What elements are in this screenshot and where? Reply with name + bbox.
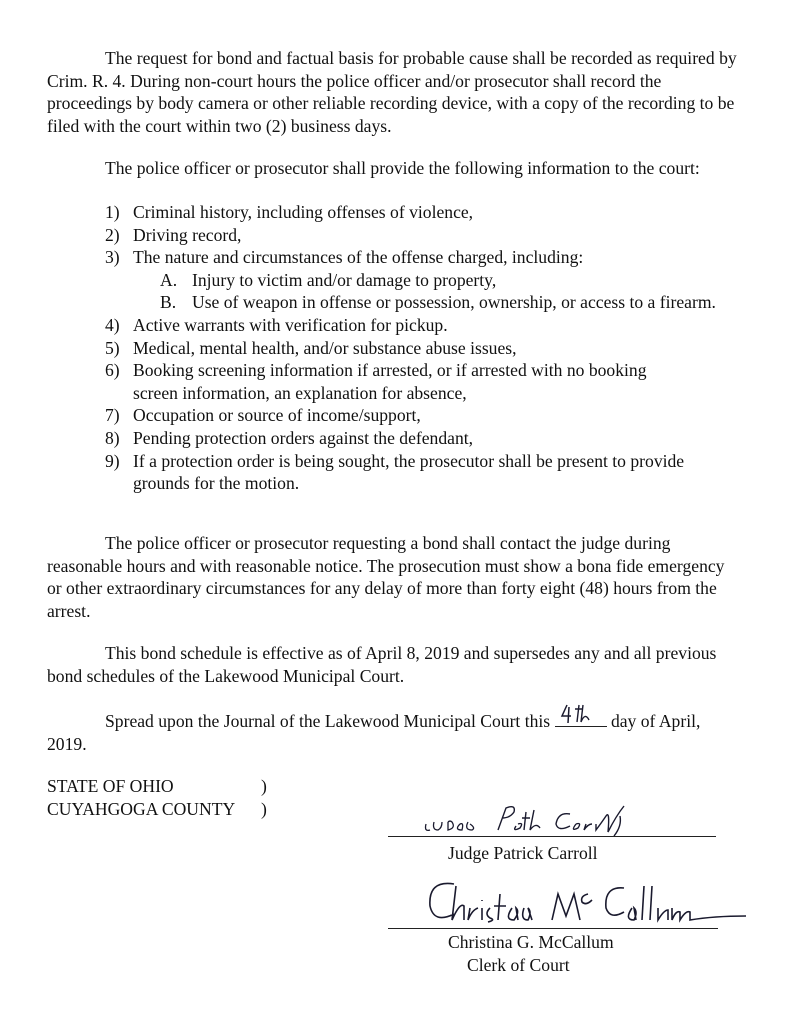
- list-item: 1) Criminal history, including offenses of violence,: [105, 202, 474, 222]
- list-item: 8) Pending protection orders against the defendant,: [105, 427, 474, 448]
- judge-name: Judge Patrick Carroll: [448, 843, 598, 863]
- judge-signature-image: [420, 802, 650, 838]
- list-item: 7) Occupation or source of income/support,: [105, 405, 421, 426]
- list-item: 5) Medical, mental health, and/or substance abuse issues,: [105, 337, 517, 358]
- paragraph-information: The police officer or prosecutor shall provide the following information to the court:: [105, 158, 700, 178]
- clerk-name: Christina G. McCallum: [448, 932, 614, 952]
- handwritten-day: [559, 702, 605, 726]
- judge-signature: [420, 802, 650, 844]
- sublist-item: B. Use of weapon in offense or possession, ownership, or access to a firearm.: [160, 292, 716, 313]
- list-item: 9) If a protection order is being sought, the prosecutor shall be present to provide grounds for the motion.: [105, 450, 685, 494]
- paragraph-effective-date: This bond schedule is effective as of April 8, 2019 and supersedes any and all previous bond schedules of the Lakewood Municipal Court.: [47, 643, 717, 686]
- paragraph-journal: Spread upon the Journal of the Lakewood Municipal Court this day of April, 2019.: [47, 708, 737, 755]
- day-fill-blank: [555, 708, 607, 727]
- sublist-item: A. Injury to victim and/or damage to property,: [160, 269, 497, 290]
- venue-block: [47, 775, 267, 820]
- clerk-signature-line: [388, 928, 718, 929]
- venue-county: CUYAHGOGA COUNTY ): [47, 798, 267, 819]
- list-item: 2) Driving record,: [105, 224, 242, 245]
- paragraph-contact-judge: The police officer or prosecutor requesting a bond shall contact the judge during reasonable hours and with reasonable notice. The prosecution must show a bona fide emergency or other extraordinary circumstances for any delay of more than forty eight (48) hours from the arrest.: [47, 533, 725, 621]
- venue-state: STATE OF OHIO ): [47, 776, 267, 796]
- clerk-signature-image: [424, 876, 754, 932]
- list-item: 3) The nature and circumstances of the offense charged, including: A. Injury to victim and/or damage to property, B. Use of weapon in offense or possession, ownership, or access to a firearm.: [47, 246, 747, 314]
- list-item: 4) Active warrants with verification for pickup.: [105, 314, 448, 335]
- judge-signature-line: [388, 836, 716, 837]
- paragraph-recording: The request for bond and factual basis for probable cause shall be recorded as required by Crim. R. 4. During non-court hours the police officer and/or prosecutor shall record the proceedings by body camera or other reliable recording device, with a copy of the recording to be filed with the court within two (2) business days.: [47, 48, 737, 136]
- offense-sublist: [47, 269, 747, 314]
- list-item: 6) Booking screening information if arrested, or if arrested with no booking screen information, an explanation for absence,: [105, 360, 647, 403]
- information-list: [47, 201, 747, 495]
- clerk-title: Clerk of Court: [467, 955, 570, 975]
